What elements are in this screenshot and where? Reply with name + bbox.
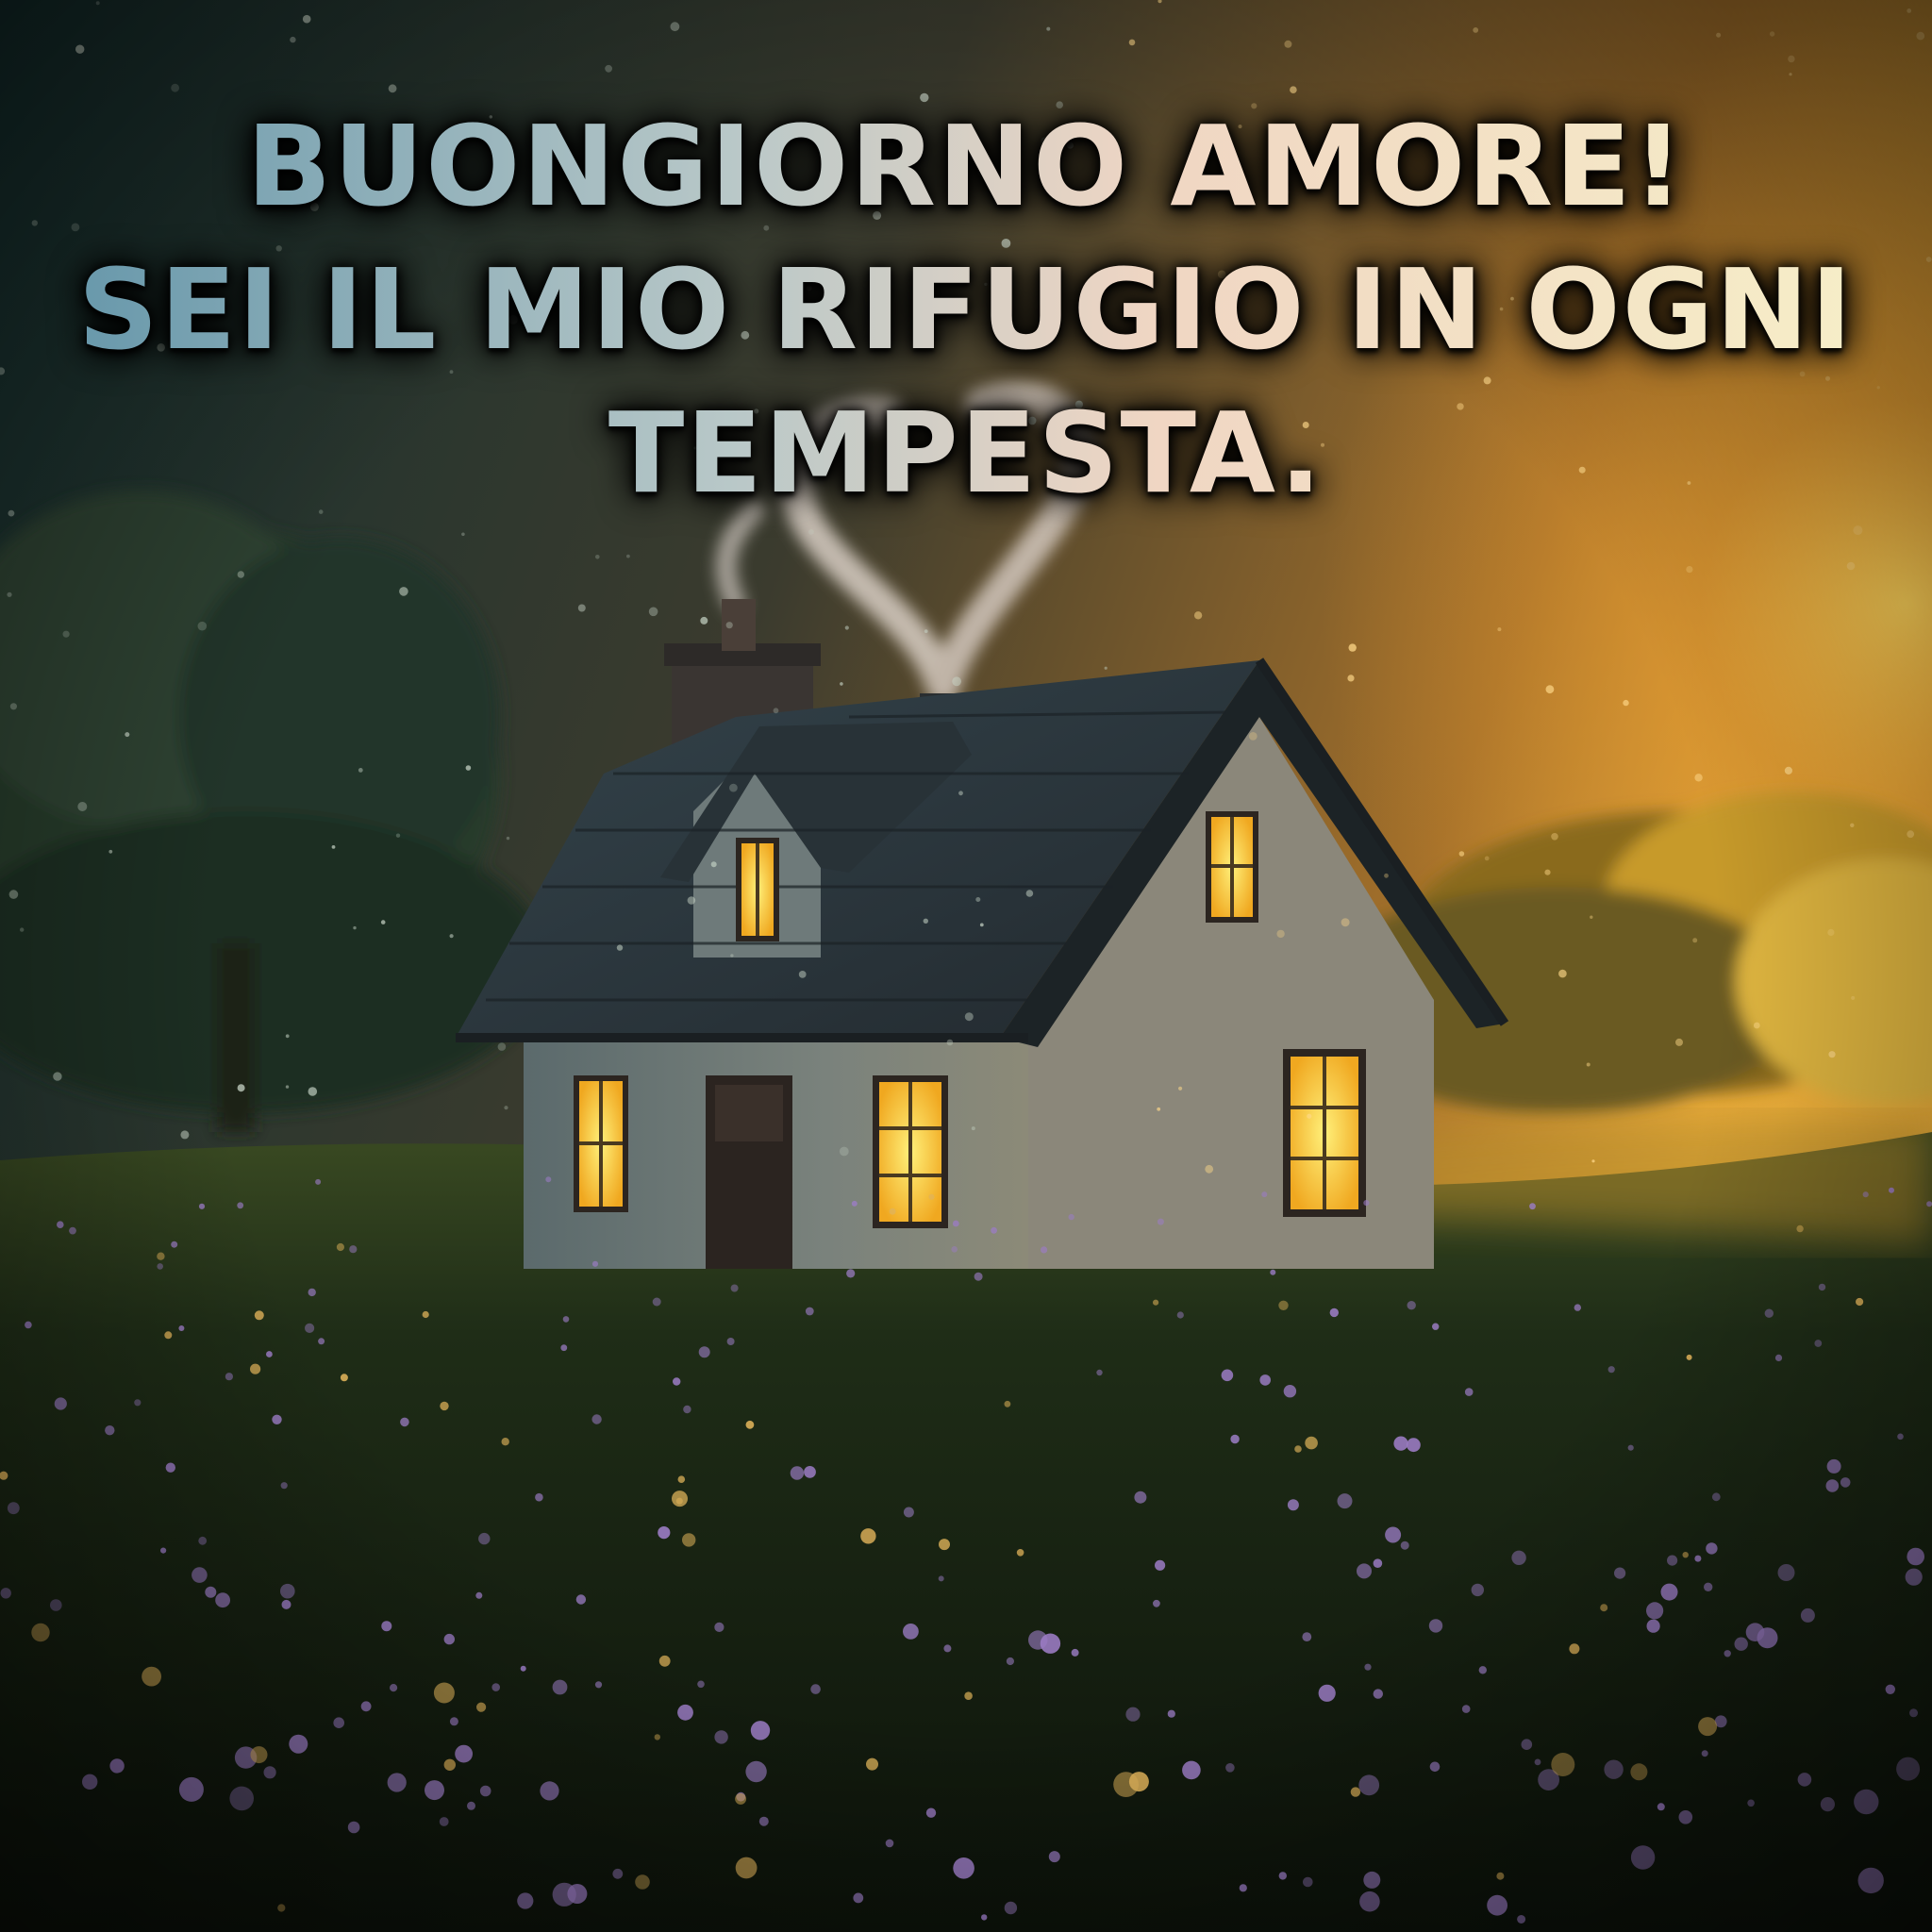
headline-line-2: SEI IL MIO RIFUGIO IN OGNI <box>0 238 1932 381</box>
headline-line-3: TEMPESTA. <box>0 381 1932 525</box>
greeting-headline <box>0 94 1932 525</box>
headline-line-1: BUONGIORNO AMORE! <box>0 94 1932 238</box>
